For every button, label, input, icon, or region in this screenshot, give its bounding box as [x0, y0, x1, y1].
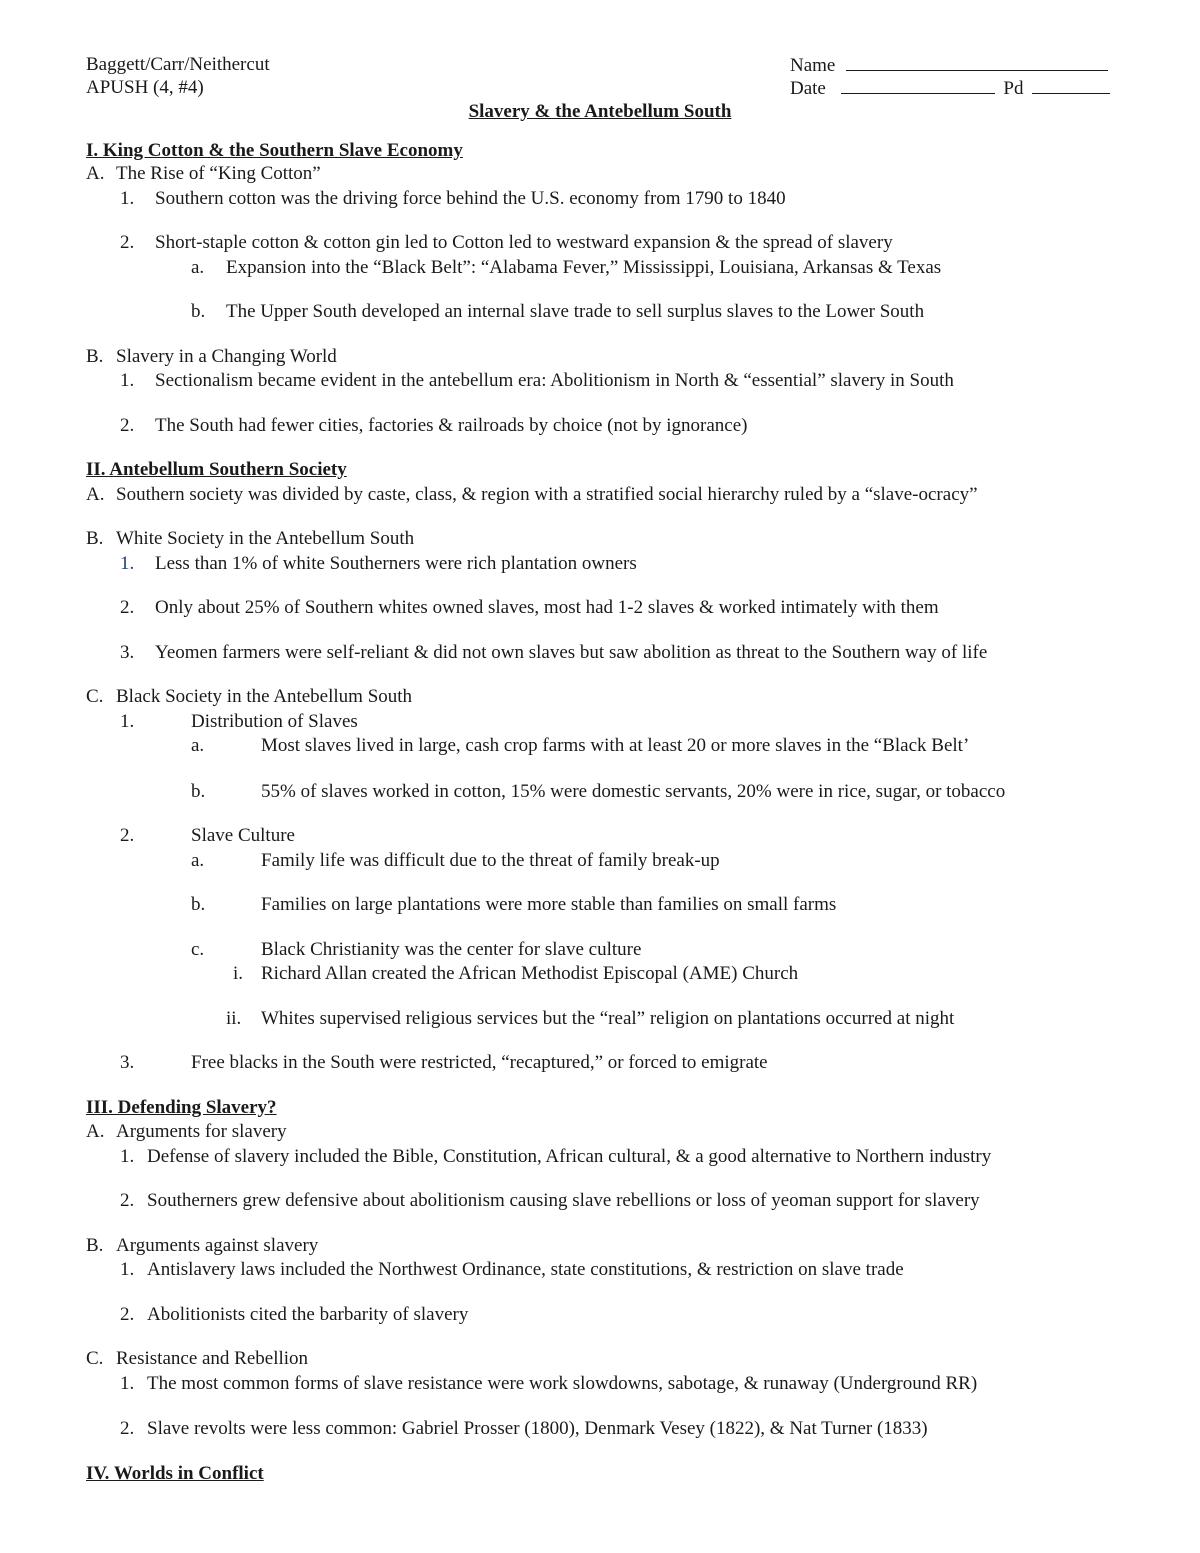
outline-marker: 2. [120, 1190, 135, 1211]
outline-text: Only about 25% of Southern whites owned slaves, most had 1-2 slaves & worked intimately with them [155, 597, 939, 618]
outline-marker: A. [86, 484, 105, 505]
outline-text: The most common forms of slave resistance were work slowdowns, sabotage, & runaway (Underground RR) [147, 1373, 978, 1394]
outline-text: The Rise of “King Cotton” [116, 163, 321, 184]
outline-text: Distribution of Slaves [191, 711, 358, 732]
name-blank[interactable] [846, 54, 1108, 71]
outline-text: Southern society was divided by caste, class, & region with a stratified social hierarchy ruled by a “slave-ocracy” [116, 484, 978, 505]
outline-marker: a. [191, 735, 205, 756]
outline-marker: B. [86, 346, 104, 367]
outline-text: Resistance and Rebellion [116, 1348, 309, 1369]
outline-marker: 2. [120, 1418, 135, 1439]
outline-marker: B. [86, 528, 104, 549]
outline-marker: 2. [120, 1304, 135, 1325]
pd-blank[interactable] [1032, 77, 1110, 94]
outline-marker: 3. [120, 1052, 135, 1073]
name-field [790, 54, 1108, 77]
outline-text: Sectionalism became evident in the antebellum era: Abolitionism in North & “essential” slavery in South [155, 370, 954, 391]
outline-text: Free blacks in the South were restricted, “recaptured,” or forced to emigrate [191, 1052, 768, 1073]
outline-text: 55% of slaves worked in cotton, 15% were domestic servants, 20% were in rice, sugar, or tobacco [261, 781, 1006, 802]
outline-text: Antislavery laws included the Northwest Ordinance, state constitutions, & restriction on slave trade [147, 1259, 904, 1280]
outline-marker: 2. [120, 597, 135, 618]
outline-text: Family life was difficult due to the threat of family break-up [261, 850, 720, 871]
date-label: Date [790, 78, 826, 99]
outline-text: Arguments against slavery [116, 1235, 319, 1256]
outline-marker: a. [191, 257, 205, 278]
outline-text: Families on large plantations were more stable than families on small farms [261, 894, 837, 915]
date-pd-field [790, 77, 1110, 100]
course-line: APUSH (4, #4) [86, 77, 204, 98]
outline-text: Defense of slavery included the Bible, Constitution, African cultural, & a good alternative to Northern industry [147, 1146, 992, 1167]
outline-marker: b. [191, 781, 206, 802]
section-heading: II. Antebellum Southern Society [86, 459, 347, 480]
outline-marker: 1. [120, 711, 135, 732]
outline-marker: 2. [120, 232, 135, 253]
outline-marker: 1. [120, 1146, 135, 1167]
outline-text: Abolitionists cited the barbarity of slavery [147, 1304, 469, 1325]
outline-marker: 1. [120, 553, 135, 574]
date-blank[interactable] [841, 77, 995, 94]
outline-text: Short-staple cotton & cotton gin led to Cotton led to westward expansion & the spread of slavery [155, 232, 893, 253]
outline-text: Black Christianity was the center for slave culture [261, 939, 642, 960]
outline-marker: C. [86, 1348, 104, 1369]
outline-text: Southern cotton was the driving force behind the U.S. economy from 1790 to 1840 [155, 188, 786, 209]
outline-text: Southerners grew defensive about abolitionism causing slave rebellions or loss of yeoman support for slavery [147, 1190, 980, 1211]
section-heading: III. Defending Slavery? [86, 1097, 277, 1118]
outline-text: Slave Culture [191, 825, 295, 846]
outline-marker: c. [191, 939, 205, 960]
outline-text: Yeomen farmers were self-reliant & did not own slaves but saw abolition as threat to the Southern way of life [155, 642, 988, 663]
name-label: Name [790, 55, 836, 76]
outline-marker: 1. [120, 1373, 135, 1394]
outline-text: Less than 1% of white Southerners were rich plantation owners [155, 553, 637, 574]
outline-marker: 1. [120, 188, 135, 209]
outline-marker: i. [233, 963, 244, 984]
pd-label: Pd [1003, 78, 1024, 99]
outline-text: Whites supervised religious services but the “real” religion on plantations occurred at night [261, 1008, 955, 1029]
outline-text: Expansion into the “Black Belt”: “Alabama Fever,” Mississippi, Louisiana, Arkansas & Texas [226, 257, 942, 278]
outline-marker: A. [86, 163, 105, 184]
outline-marker: 1. [120, 370, 135, 391]
authors-line: Baggett/Carr/Neithercut [86, 54, 270, 75]
outline-marker: 2. [120, 825, 135, 846]
outline-marker: B. [86, 1235, 104, 1256]
outline-text: Arguments for slavery [116, 1121, 287, 1142]
outline-marker: C. [86, 686, 104, 707]
outline-marker: b. [191, 894, 206, 915]
page-title: Slavery & the Antebellum South [468, 101, 732, 122]
section-heading: IV. Worlds in Conflict [86, 1463, 264, 1484]
outline-text: Slavery in a Changing World [116, 346, 337, 367]
outline-text: The South had fewer cities, factories & railroads by choice (not by ignorance) [155, 415, 748, 436]
outline-text: Black Society in the Antebellum South [116, 686, 413, 707]
outline-marker: a. [191, 850, 205, 871]
outline-marker: 2. [120, 415, 135, 436]
outline-text: White Society in the Antebellum South [116, 528, 415, 549]
outline-text: Most slaves lived in large, cash crop farms with at least 20 or more slaves in the “Black Belt’ [261, 735, 970, 756]
outline-marker: b. [191, 301, 206, 322]
outline-marker: A. [86, 1121, 105, 1142]
outline-marker: ii. [226, 1008, 242, 1029]
outline-marker: 1. [120, 1259, 135, 1280]
outline-text: Slave revolts were less common: Gabriel Prosser (1800), Denmark Vesey (1822), & Nat Turner (1833) [147, 1418, 928, 1439]
outline-text: Richard Allan created the African Methodist Episcopal (AME) Church [261, 963, 799, 984]
section-heading: I. King Cotton & the Southern Slave Economy [86, 140, 463, 161]
outline-marker: 3. [120, 642, 135, 663]
outline-text: The Upper South developed an internal slave trade to sell surplus slaves to the Lower South [226, 301, 925, 322]
